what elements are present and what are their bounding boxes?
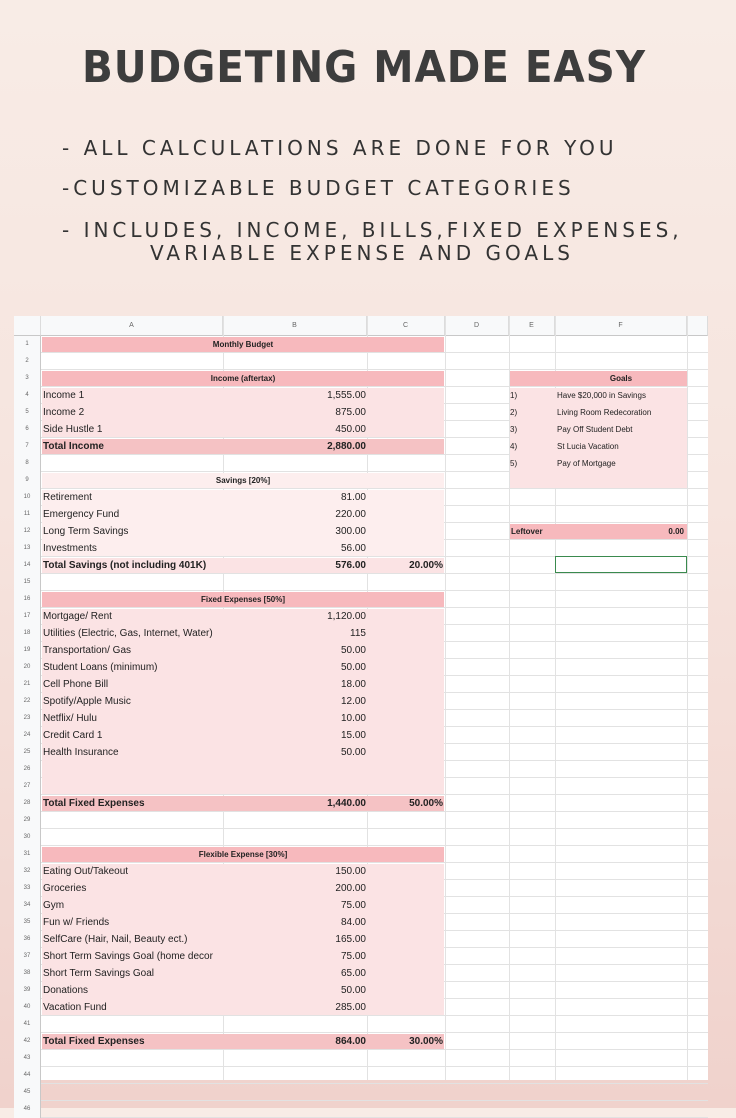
total-fixed-value[interactable]: 1,440.00 (327, 798, 366, 809)
column-header-c[interactable]: C (367, 316, 445, 336)
feature-bullet-includes: - INCLUDES, INCOME, BILLS,FIXED EXPENSES, (62, 218, 683, 242)
sheet-row (14, 812, 708, 829)
fixed-expense-value[interactable]: 12.00 (340, 696, 366, 707)
sheet-row (14, 1101, 708, 1118)
column-header-e[interactable]: E (509, 316, 555, 336)
budget-spreadsheet[interactable] (14, 316, 708, 1112)
page-title: BUDGETING MADE EASY (82, 42, 646, 93)
goal-text[interactable]: Pay Off Student Debt (557, 425, 633, 434)
row-number[interactable]: 24 (14, 727, 41, 744)
total-savings-value[interactable]: 576.00 (335, 560, 366, 571)
income-value[interactable]: 1,555.00 (327, 390, 366, 401)
sheet-row (14, 574, 708, 591)
column-header-f[interactable]: F (555, 316, 687, 336)
row-number[interactable]: 13 (14, 540, 41, 557)
flexible-expense-label[interactable]: SelfCare (Hair, Nail, Beauty ect.) (43, 934, 188, 945)
fixed-expense-value[interactable]: 10.00 (340, 713, 366, 724)
row-number[interactable]: 29 (14, 812, 41, 829)
total-flexible-label[interactable]: Total Fixed Expenses (43, 1036, 145, 1047)
flexible-expense-value[interactable]: 75.00 (340, 951, 366, 962)
row-number[interactable]: 5 (14, 404, 41, 421)
row-number[interactable]: 40 (14, 999, 41, 1016)
fixed-expense-value[interactable]: 15.00 (340, 730, 366, 741)
flexible-expense-label[interactable]: Fun w/ Friends (43, 917, 110, 928)
fixed-expense-label[interactable]: Credit Card 1 (43, 730, 103, 741)
row-number[interactable]: 36 (14, 931, 41, 948)
flexible-expense-value[interactable]: 285.00 (335, 1002, 366, 1013)
goal-text[interactable]: Pay of Mortgage (557, 459, 616, 468)
row-number[interactable]: 25 (14, 744, 41, 761)
row-number[interactable]: 3 (14, 370, 41, 387)
row-number[interactable]: 21 (14, 676, 41, 693)
row-number[interactable]: 37 (14, 948, 41, 965)
fixed-expense-label[interactable]: Health Insurance (43, 747, 119, 758)
row-number[interactable]: 1 (14, 336, 41, 353)
income-header[interactable]: Income (aftertax) (210, 374, 276, 383)
goal-text[interactable]: St Lucia Vacation (557, 442, 619, 451)
total-flexible-percent[interactable]: 30.00% (409, 1036, 443, 1047)
flexible-expense-label[interactable]: Gym (43, 900, 65, 911)
goal-number[interactable]: 5) (510, 459, 518, 468)
row-number[interactable]: 18 (14, 625, 41, 642)
flexible-expense-value[interactable]: 50.00 (340, 985, 366, 996)
savings-label[interactable]: Investments (43, 543, 97, 554)
flexible-expense-value[interactable]: 65.00 (340, 968, 366, 979)
row-number[interactable]: 26 (14, 761, 41, 778)
row-number[interactable]: 14 (14, 557, 41, 574)
column-header-b[interactable]: B (223, 316, 367, 336)
goal-number[interactable]: 3) (510, 425, 518, 434)
row-number[interactable]: 41 (14, 1016, 41, 1033)
row-number[interactable]: 20 (14, 659, 41, 676)
total-savings-label[interactable]: Total Savings (not including 401K) (43, 560, 207, 571)
flexible-expense-value[interactable]: 75.00 (340, 900, 366, 911)
total-fixed-percent[interactable]: 50.00% (409, 798, 443, 809)
row-number[interactable]: 19 (14, 642, 41, 659)
monthly-budget-title[interactable]: Monthly Budget (212, 340, 274, 349)
flexible-expense-value[interactable]: 200.00 (335, 883, 366, 894)
row-number[interactable]: 39 (14, 982, 41, 999)
selected-cell-indicator[interactable] (555, 556, 687, 573)
fixed-expense-value[interactable]: 115 (350, 628, 366, 639)
row-number[interactable]: 28 (14, 795, 41, 812)
feature-bullet-includes-cont: VARIABLE EXPENSE AND GOALS (150, 241, 574, 265)
fixed-expense-label[interactable]: Netflix/ Hulu (43, 713, 97, 724)
sheet-row (14, 353, 708, 370)
row-number[interactable]: 27 (14, 778, 41, 795)
savings-label[interactable]: Emergency Fund (43, 509, 120, 520)
row-number[interactable]: 16 (14, 591, 41, 608)
row-number[interactable]: 34 (14, 897, 41, 914)
row-number[interactable]: 23 (14, 710, 41, 727)
fixed-expense-label[interactable]: Transportation/ Gas (43, 645, 132, 656)
goal-text[interactable]: Have $20,000 in Savings (557, 391, 646, 400)
fixed-expense-label[interactable]: Utilities (Electric, Gas, Internet, Water) (43, 628, 213, 639)
row-number[interactable]: 42 (14, 1033, 41, 1050)
row-number[interactable]: 9 (14, 472, 41, 489)
goal-number[interactable]: 1) (510, 391, 518, 400)
row-number[interactable]: 12 (14, 523, 41, 540)
row-number[interactable]: 10 (14, 489, 41, 506)
sheet-row (14, 1067, 708, 1084)
savings-value[interactable]: 56.00 (340, 543, 366, 554)
row-number[interactable]: 4 (14, 387, 41, 404)
income-value[interactable]: 875.00 (335, 407, 366, 418)
fixed-expense-label[interactable]: Mortgage/ Rent (43, 611, 112, 622)
flexible-expense-label[interactable]: Eating Out/Takeout (43, 866, 129, 877)
column-header-d[interactable]: D (445, 316, 509, 336)
sheet-corner[interactable] (14, 316, 41, 336)
row-number[interactable]: 32 (14, 863, 41, 880)
income-label[interactable]: Side Hustle 1 (43, 424, 103, 435)
row-number[interactable]: 7 (14, 438, 41, 455)
total-income-label[interactable]: Total Income (43, 441, 104, 452)
leftover-value[interactable]: 0.00 (668, 527, 684, 536)
flexible-expense-label[interactable]: Short Term Savings Goal (43, 968, 154, 979)
fixed-expense-label[interactable]: Student Loans (minimum) (43, 662, 158, 673)
sheet-row (14, 1016, 708, 1033)
flexible-expense-value[interactable]: 165.00 (335, 934, 366, 945)
total-savings-percent[interactable]: 20.00% (409, 560, 443, 571)
fixed-expense-value[interactable]: 1,120.00 (327, 611, 366, 622)
row-number[interactable]: 30 (14, 829, 41, 846)
savings-label[interactable]: Retirement (43, 492, 92, 503)
goal-number[interactable]: 2) (510, 408, 518, 417)
fixed-expense-value[interactable]: 50.00 (340, 747, 366, 758)
row-number[interactable]: 43 (14, 1050, 41, 1067)
flexible-expense-label[interactable]: Vacation Fund (43, 1002, 107, 1013)
flexible-expense-value[interactable]: 84.00 (340, 917, 366, 928)
leftover-label[interactable]: Leftover (511, 527, 543, 536)
total-flexible-value[interactable]: 864.00 (335, 1036, 366, 1047)
savings-label[interactable]: Long Term Savings (43, 526, 129, 537)
row-number[interactable]: 2 (14, 353, 41, 370)
sheet-row (14, 1050, 708, 1067)
row-number[interactable]: 8 (14, 455, 41, 472)
goal-text[interactable]: Living Room Redecoration (557, 408, 652, 417)
income-label[interactable]: Income 1 (43, 390, 85, 401)
sheet-row (14, 829, 708, 846)
row-number[interactable]: 45 (14, 1084, 41, 1101)
fixed-expense-value[interactable]: 50.00 (340, 662, 366, 673)
flexible-expense-label[interactable]: Short Term Savings Goal (home decor (43, 951, 213, 962)
feature-bullet-categories: -CUSTOMIZABLE BUDGET CATEGORIES (62, 176, 575, 200)
goals-header[interactable]: Goals (609, 374, 633, 383)
goal-number[interactable]: 4) (510, 442, 518, 451)
flexible-expense-label[interactable]: Donations (43, 985, 89, 996)
fixed-expense-value[interactable]: 50.00 (340, 645, 366, 656)
row-number[interactable]: 22 (14, 693, 41, 710)
row-number[interactable]: 31 (14, 846, 41, 863)
savings-value[interactable]: 300.00 (335, 526, 366, 537)
feature-bullet-calculations: - ALL CALCULATIONS ARE DONE FOR YOU (62, 136, 618, 160)
income-value[interactable]: 450.00 (335, 424, 366, 435)
row-number[interactable]: 35 (14, 914, 41, 931)
row-number[interactable]: 38 (14, 965, 41, 982)
savings-value[interactable]: 81.00 (340, 492, 366, 503)
flexible-expense-label[interactable]: Groceries (43, 883, 87, 894)
fixed-expenses-header[interactable]: Fixed Expenses [50%] (200, 595, 286, 604)
row-number[interactable]: 6 (14, 421, 41, 438)
total-income-value[interactable]: 2,880.00 (327, 441, 366, 452)
savings-header[interactable]: Savings [20%] (215, 476, 271, 485)
income-label[interactable]: Income 2 (43, 407, 85, 418)
fixed-expense-value[interactable]: 18.00 (340, 679, 366, 690)
savings-value[interactable]: 220.00 (335, 509, 366, 520)
sheet-row (14, 1084, 708, 1101)
fixed-expense-label[interactable]: Cell Phone Bill (43, 679, 109, 690)
row-number[interactable]: 33 (14, 880, 41, 897)
row-number[interactable]: 17 (14, 608, 41, 625)
row-number[interactable]: 44 (14, 1067, 41, 1084)
column-header-extra[interactable] (687, 316, 708, 336)
flexible-expense-header[interactable]: Flexible Expense [30%] (198, 850, 288, 859)
row-number[interactable]: 15 (14, 574, 41, 591)
total-fixed-label[interactable]: Total Fixed Expenses (43, 798, 145, 809)
column-header-a[interactable]: A (41, 316, 223, 336)
flexible-expense-value[interactable]: 150.00 (335, 866, 366, 877)
row-number[interactable]: 11 (14, 506, 41, 523)
fixed-expense-label[interactable]: Spotify/Apple Music (43, 696, 131, 707)
row-number[interactable]: 46 (14, 1101, 41, 1118)
